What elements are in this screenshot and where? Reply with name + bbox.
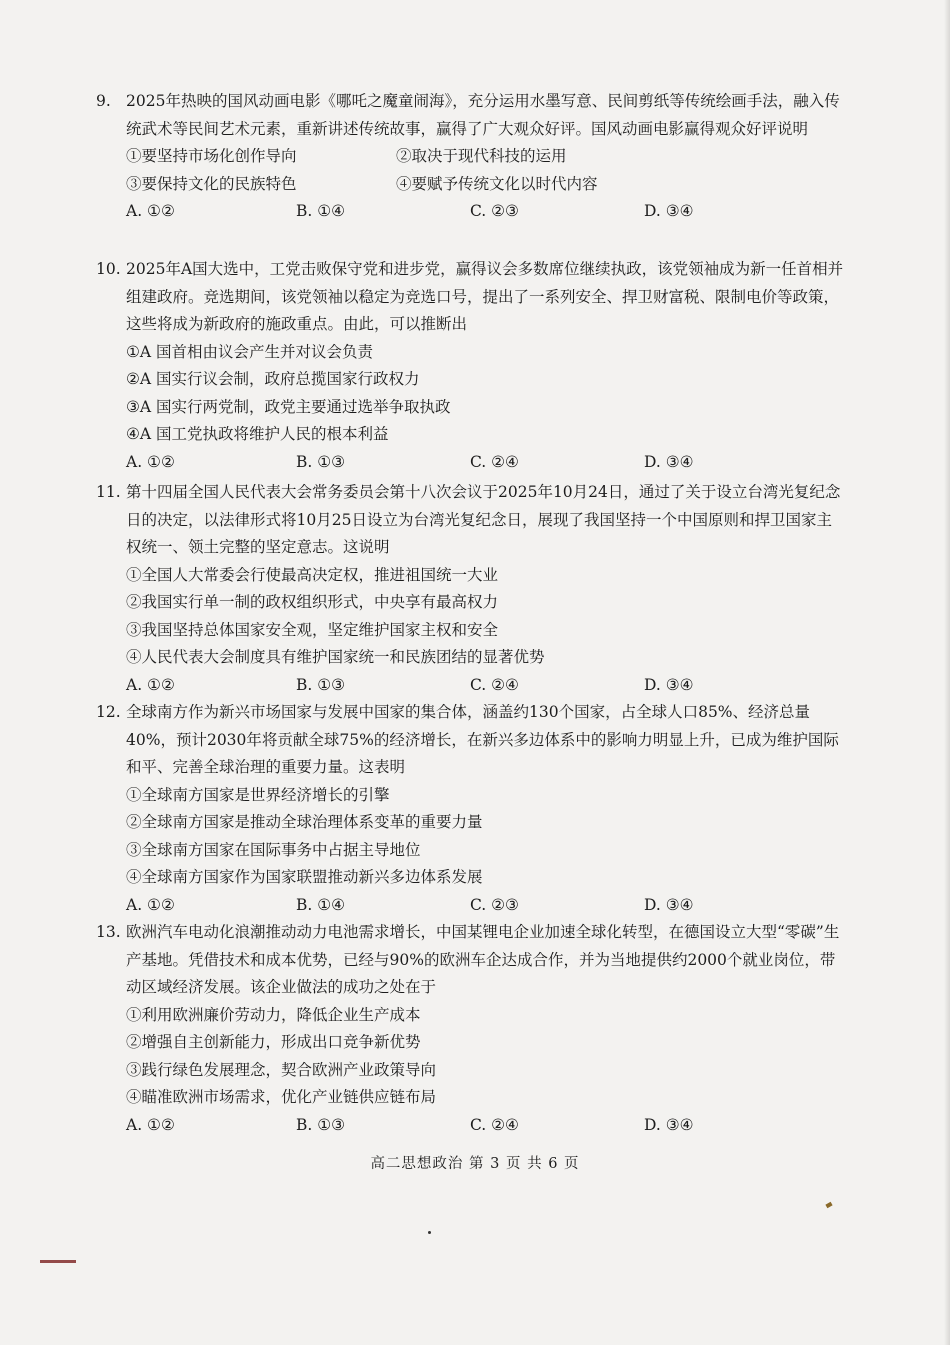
statement-4: ④人民代表大会制度具有维护国家统一和民族团结的显著优势 bbox=[126, 648, 545, 666]
option-c: C. ②④ bbox=[470, 675, 519, 694]
statement-1: ①利用欧洲廉价劳动力，降低企业生产成本 bbox=[126, 1005, 421, 1024]
question-number: 11. bbox=[96, 483, 121, 501]
option-a: A. ①② bbox=[126, 675, 175, 694]
question-11 bbox=[96, 479, 844, 699]
scan-mark bbox=[825, 1202, 832, 1208]
answer-options bbox=[96, 1112, 844, 1140]
option-c: C. ②④ bbox=[470, 1115, 519, 1134]
question-stem: 13. 欧洲汽车电动化浪潮推动动力电池需求增长，中国某锂电企业加速全球化转型，在德国设立大型“零碳”生产基地。凭借技术和成本优势，已经与90%的欧洲车企达成合作，并为当地提供约2000个就业岗位，带动区域经济发展。该企业做法的成功之处在于 bbox=[96, 919, 844, 1002]
question-10 bbox=[96, 256, 844, 476]
option-b: B. ①③ bbox=[296, 675, 346, 694]
statement-4: ④全球南方国家作为国家联盟推动新兴多边体系发展 bbox=[126, 868, 483, 886]
statement-3: ③要保持文化的民族特色 bbox=[126, 174, 297, 193]
question-number: 13. bbox=[96, 923, 121, 941]
question-9 bbox=[96, 88, 844, 226]
statement-1: ①要坚持市场化创作导向 bbox=[126, 147, 297, 165]
option-c: C. ②④ bbox=[470, 452, 519, 471]
statement-2: ②我国实行单一制的政权组织形式，中央享有最高权力 bbox=[126, 593, 499, 611]
statement-1: ①全国人大常委会行使最高决定权，推进祖国统一大业 bbox=[126, 565, 499, 584]
question-number: 9. bbox=[96, 92, 111, 110]
option-a: A. ①② bbox=[126, 895, 175, 914]
answer-options bbox=[96, 198, 844, 226]
option-d: D. ③④ bbox=[644, 202, 694, 220]
option-d: D. ③④ bbox=[644, 675, 694, 694]
scan-edge-shadow bbox=[944, 0, 950, 1345]
statement-3: ③A 国实行两党制，政党主要通过选举争取执政 bbox=[126, 397, 451, 416]
option-c: C. ②③ bbox=[470, 895, 519, 914]
statement-3: ③我国坚持总体国家安全观，坚定维护国家主权和安全 bbox=[126, 620, 499, 639]
statement-4: ④要赋予传统文化以时代内容 bbox=[396, 174, 598, 193]
scan-edge-line bbox=[40, 1260, 76, 1263]
option-d: D. ③④ bbox=[644, 452, 694, 471]
option-a: A. ①② bbox=[126, 452, 175, 471]
question-13 bbox=[96, 919, 844, 1139]
option-b: B. ①④ bbox=[296, 202, 346, 220]
option-b: B. ①③ bbox=[296, 1115, 346, 1134]
statement-3: ③践行绿色发展理念，契合欧洲产业政策导向 bbox=[126, 1060, 437, 1079]
statement-2: ②A 国实行议会制，政府总揽国家行政权力 bbox=[126, 370, 420, 388]
option-a: A. ①② bbox=[126, 1115, 175, 1134]
question-number: 10. bbox=[96, 260, 121, 278]
page-footer: 高二思想政治 第 3 页 共 6 页 bbox=[370, 1156, 580, 1172]
statement-list bbox=[96, 143, 844, 198]
question-stem: 9. 2025年热映的国风动画电影《哪吒之魔童闹海》，充分运用水墨写意、民间剪纸等传统绘画手法，融入传统武术等民间艺术元素，重新讲述传统故事，赢得了广大观众好评。国风动画电影赢得观众好评说明 bbox=[96, 88, 844, 143]
statement-1: ①全球南方国家是世界经济增长的引擎 bbox=[126, 785, 390, 804]
statement-2: ②增强自主创新能力，形成出口竞争新优势 bbox=[126, 1033, 421, 1051]
statement-4: ④A 国工党执政将维护人民的根本利益 bbox=[126, 425, 389, 443]
scan-speck bbox=[428, 1231, 431, 1234]
answer-options bbox=[96, 672, 844, 700]
question-stem: 12. 全球南方作为新兴市场国家与发展中国家的集合体，涵盖约130个国家，占全球人口85%、经济总量40%，预计2030年将贡献全球75%的经济增长，在新兴多边体系中的影响力明显上升，已成为维护国际和平、完善全球治理的重要力量。这表明 bbox=[96, 699, 844, 782]
answer-options bbox=[96, 892, 844, 920]
statement-1: ①A 国首相由议会产生并对议会负责 bbox=[126, 342, 374, 361]
option-b: B. ①③ bbox=[296, 452, 346, 471]
statement-2: ②取决于现代科技的运用 bbox=[396, 147, 567, 165]
option-b: B. ①④ bbox=[296, 895, 346, 914]
statement-3: ③全球南方国家在国际事务中占据主导地位 bbox=[126, 840, 421, 859]
question-stem: 10. 2025年A国大选中，工党击败保守党和进步党，赢得议会多数席位继续执政，该党领袖成为新一任首相并组建政府。竞选期间，该党领袖以稳定为竞选口号，提出了一系列安全、捍卫财富税、限制电价等政策，这些将成为新政府的施政重点。由此，可以推断出 bbox=[96, 256, 844, 339]
answer-options bbox=[96, 449, 844, 477]
option-d: D. ③④ bbox=[644, 895, 694, 914]
question-12 bbox=[96, 699, 844, 919]
question-stem: 11. 第十四届全国人民代表大会常务委员会第十八次会议于2025年10月24日，通过了关于设立台湾光复纪念日的决定，以法律形式将10月25日设立为台湾光复纪念日，展现了我国坚持一个中国原则和捍卫国家主权统一、领土完整的坚定意志。这说明 bbox=[96, 479, 844, 562]
statement-2: ②全球南方国家是推动全球治理体系变革的重要力量 bbox=[126, 813, 483, 831]
option-a: A. ①② bbox=[126, 202, 175, 220]
question-number: 12. bbox=[96, 703, 121, 721]
statement-4: ④瞄准欧洲市场需求，优化产业链供应链布局 bbox=[126, 1088, 437, 1106]
option-c: C. ②③ bbox=[470, 202, 519, 220]
option-d: D. ③④ bbox=[644, 1115, 694, 1134]
